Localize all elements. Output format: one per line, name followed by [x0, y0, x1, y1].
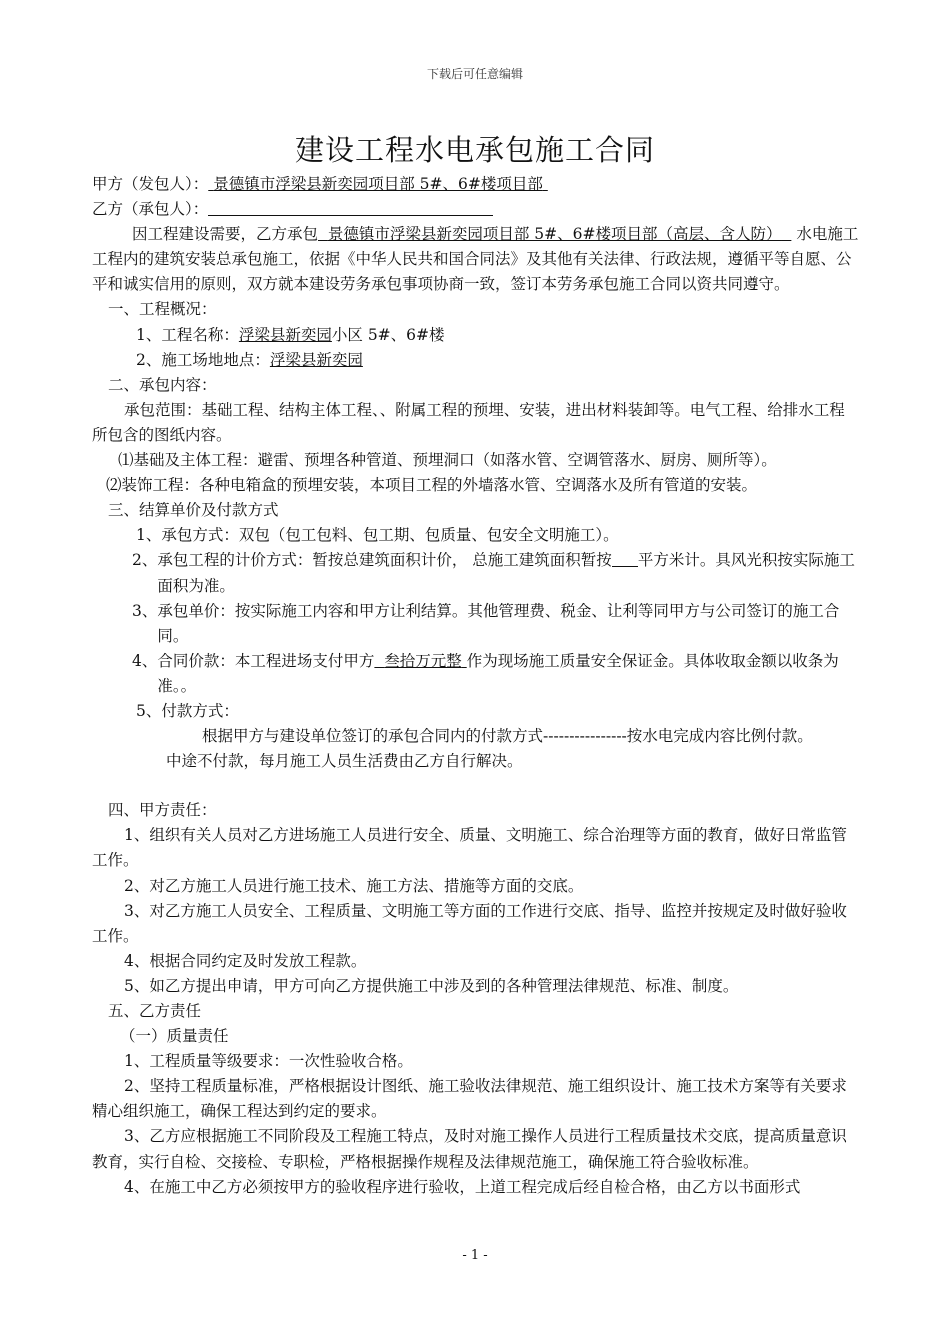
- contract-body: [92, 172, 860, 1200]
- party-b-blank: [208, 199, 493, 216]
- quality-item-2: 2、坚持工程质量标准，严格根据设计图纸、施工验收法律规范、施工组织设计、施工技术方案等有关要求精心组织施工，确保工程达到约定的要求。: [92, 1077, 847, 1121]
- party-a-label: 甲方（发包人）：: [92, 175, 209, 193]
- pay-item-2: 2、 承包工程的计价方式：暂按总建筑面积计价， 总施工建筑面积暂按 平方米计。具风光积按实际施工面积为准。: [132, 551, 855, 595]
- pay-item-4: 4、 合同价款：本工程进场支付甲方 叁拾万元整 作为现场施工质量安全保证金。具体收取金额以收条为准。。: [132, 651, 839, 695]
- pay-method-paragraph-1: 根据甲方与建设单位签订的承包合同内的付款方式----------------按水电完成内容比例付款。: [202, 727, 813, 746]
- page-number: - 1 -: [462, 1248, 488, 1263]
- party-a-duty-3: 3、对乙方施工人员安全、工程质量、文明施工等方面的工作进行交底、指导、监控并按规定及时做好验收工作。: [92, 901, 847, 945]
- deposit-amount: 叁拾万元整: [384, 651, 462, 670]
- scope-paragraph: 承包范围：基础工程、结构主体工程、、附属工程的预埋、安装，进出材料装卸等。电气工程、给排水工程所包含的图纸内容。: [92, 400, 845, 444]
- party-a-value: 景德镇市浮梁县新奕园项目部 5#、6#楼项目部: [213, 175, 543, 193]
- pay-item-5: 5、付款方式：: [136, 701, 239, 720]
- party-a-duty-5: 5、如乙方提出申请，甲方可向乙方提供施工中涉及到的各种管理法律规范、标准、制度。: [124, 976, 739, 995]
- section-2-heading: 二、承包内容：: [108, 375, 217, 394]
- pay-method-paragraph-2: 中途不付款，每月施工人员生活费由乙方自行解决。: [166, 752, 523, 771]
- section-5-heading: 五、乙方责任: [108, 1002, 202, 1020]
- header-note: 下载后可任意编辑: [426, 67, 523, 81]
- party-b-line: [92, 197, 860, 222]
- quality-item-4: 4、在施工中乙方必须按甲方的验收程序进行验收，上道工程完成后经自检合格，由乙方以书面形式: [124, 1177, 801, 1196]
- document-title: 建设工程水电承包施工合同: [294, 133, 655, 167]
- quality-item-1: 1、工程质量等级要求：一次性验收合格。: [124, 1052, 413, 1071]
- section-1-heading: 一、工程概况：: [108, 300, 217, 319]
- party-a-duty-4: 4、根据合同约定及时发放工程款。: [124, 951, 367, 970]
- party-a-duty-1: 1、组织有关人员对乙方进场施工人员进行安全、质量、文明施工、综合治理等方面的教育，做好日常监管工作。: [92, 826, 847, 870]
- party-b-label: 乙方（承包人）：: [92, 200, 209, 219]
- section-4-heading: 四、甲方责任：: [108, 801, 217, 820]
- pay-item-3: 3、 承包单价：按实际施工内容和甲方让利结算。其他管理费、税金、让利等同甲方与公司签订的施工合同。: [132, 601, 840, 645]
- pay-item-1: 1、承包方式：双包（包工包料、包工期、包质量、包安全文明施工）。: [136, 526, 619, 545]
- project-site-line: 2、施工场地地点：浮梁县新奕园: [136, 350, 363, 369]
- party-a-line: [92, 172, 860, 197]
- project-name-line: 1、工程名称：浮梁县新奕园小区 5#、6#楼: [136, 325, 445, 344]
- quality-subheading: （一）质量责任: [120, 1027, 229, 1046]
- scope-item-1: ⑴基础及主体工程：避雷、预埋各种管道、预埋洞口（如落水管、空调管落水、厨房、厕所等）。: [118, 451, 777, 470]
- intro-paragraph: 因工程建设需要，乙方承包 景德镇市浮梁县新奕园项目部 5#、6#楼项目部（高层、含人防） 水电施工工程内的建筑安装总承包施工，依据《中华人民共和国合同法》及其他有关法律、行政法规，遵循平等自愿、公平和诚实信用的原则，双方就本建设劳务承包事项协商一致，签订本劳务承包施工合同以资共同遵守。: [92, 225, 859, 294]
- intro-project: 景德镇市浮梁县新奕园项目部 5#、6#楼项目部（高层、含人防）: [327, 225, 782, 244]
- area-blank: [612, 550, 638, 567]
- scope-item-2: ⑵装饰工程：各种电箱盒的预埋安装，本项目工程的外墙落水管、空调落水及所有管道的安装。: [106, 476, 758, 495]
- quality-item-3: 3、乙方应根据施工不同阶段及工程施工特点，及时对施工操作人员进行工程质量技术交底，提高质量意识教育，实行自检、交接检、专职检，严格根据操作规程及法律规范施工，确保施工符合验收标准。: [92, 1127, 847, 1171]
- party-a-duty-2: 2、对乙方施工人员进行施工技术、施工方法、措施等方面的交底。: [124, 876, 584, 895]
- section-3-heading: 三、结算单价及付款方式: [108, 501, 279, 520]
